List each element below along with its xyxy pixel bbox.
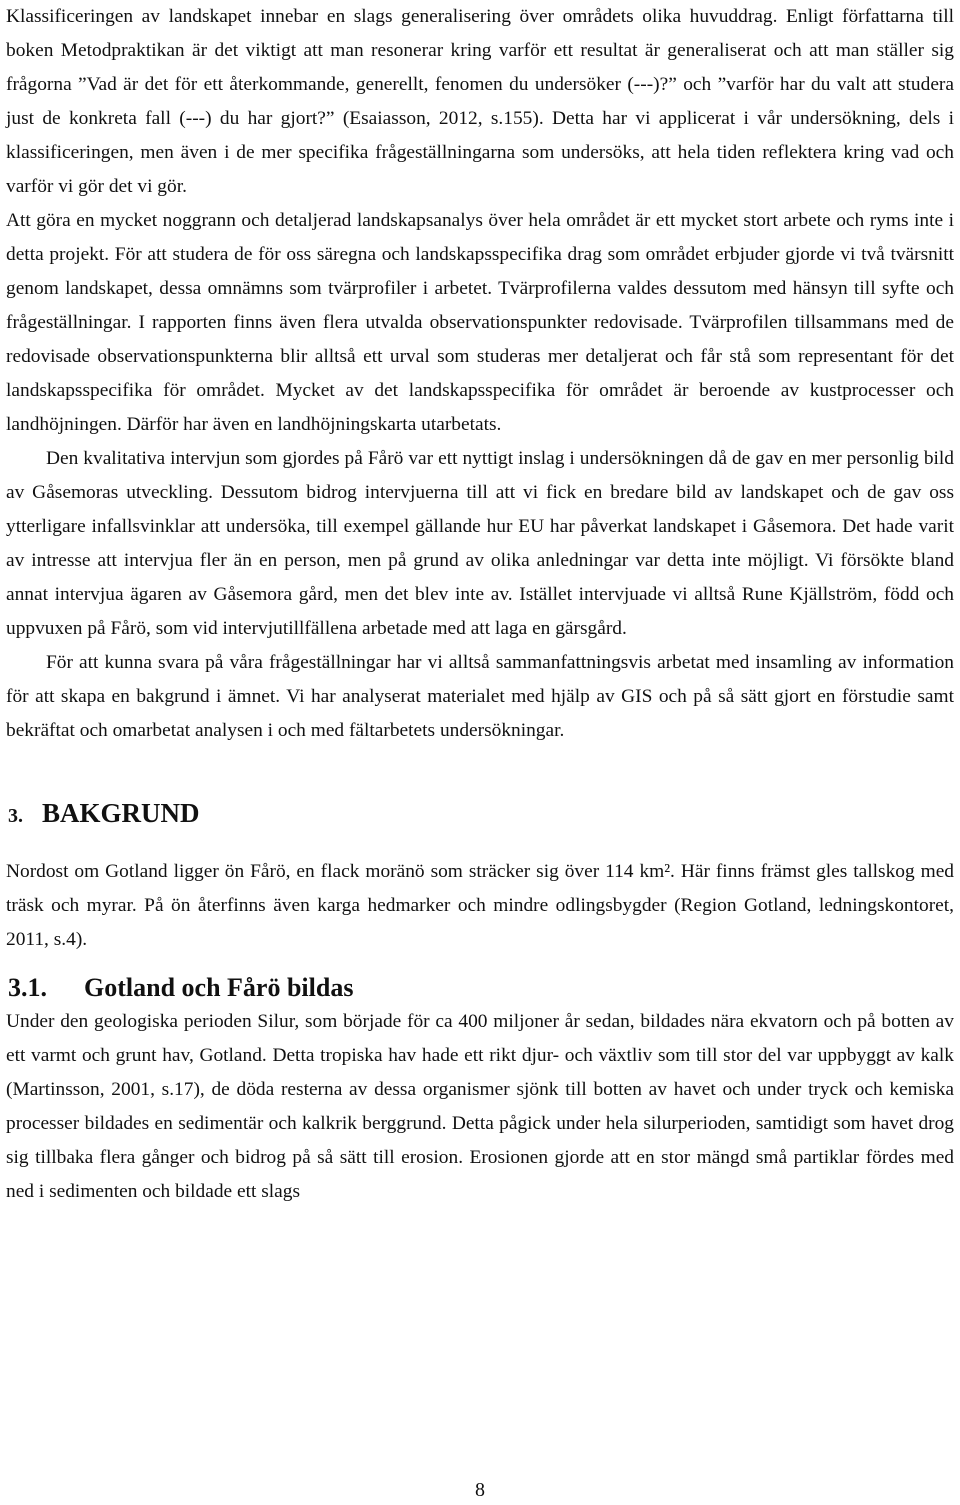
document-page	[6, 0, 954, 1209]
paragraph-generalisering: Klassificeringen av landskapet innebar en slags generalisering över områdets olika huvuddrag. Enligt författarna till boken Metodpraktikan är det viktigt att man resonerar kring varför ett resultat är generaliserat och att man ställer sig frågorna ”Vad är det för ett återkommande, generellt, fenomen du undersöker (---)?” och ”varför har du valt att studera just de konkreta fall (---) du har gjort?” (Esaiasson, 2012, s.155). Detta har vi applicerat i vår undersökning, dels i klassificeringen, men även i de mer specifika frågeställningarna som undersöks, att hela tiden reflektera kring vad och varför vi gör det vi gör.	[6, 6, 954, 197]
subsection-heading-gotland-faro	[6, 971, 954, 1005]
paragraph-landskapsanalys: Att göra en mycket noggrann och detaljerad landskapsanalys över hela området är ett mycket stort arbete och ryms inte i detta projekt. För att studera de för oss säregna och landskapsspecifika drag som området erbjuder gjorde vi två tvärsnitt genom landskapet, dessa omnämns som tvärprofiler i arbetet. Tvärprofilerna valdes dessutom med hänsyn till syfte och frågeställningar. I rapporten finns även flera utvalda observationspunkter redovisade. Tvärprofilen tillsammans med de redovisade observationspunkterna blir alltså ett urval som studeras mer detaljerat och får stå som representant för det landskapsspecifika för området. Mycket av det landskapsspecifika för området är beroende av kustprocesser och landhöjningen. Därför har även en landhöjningskarta utarbetats.	[6, 210, 954, 435]
subsection-title: Gotland och Fårö bildas	[84, 973, 354, 1002]
section-title: BAKGRUND	[42, 798, 200, 828]
section-heading-bakgrund	[6, 796, 954, 833]
section-number: 3.	[8, 805, 23, 827]
paragraph-silur: Under den geologiska perioden Silur, som började för ca 400 miljoner år sedan, bildades nära ekvatorn och på botten av ett varmt och grunt hav, Gotland. Detta tropiska hav hade ett rikt djur- och växtliv som till stor del var uppbyggt av kalk (Martinsson, 2001, s.17), de döda resterna av dessa organismer sjönk till botten av havet och under tryck och kemiska processer bildades en sedimentär och kalkrik berggrund. Detta pågick under hela silurperioden, samtidigt som havet drog sig tillbaka flera gånger och bidrog på så sätt till erosion. Erosionen gjorde att en stor mängd små partiklar fördes med ned i sedimenten och bildade ett slags	[6, 1011, 954, 1202]
paragraph-intervju: Den kvalitativa intervjun som gjordes på Fårö var ett nyttigt inslag i undersökningen då de gav en mer personlig bild av Gåsemoras utveckling. Dessutom bidrog intervjuerna till att vi fick en bredare bild av landskapet och de gav oss ytterligare infallsvinklar att undersöka, till exempel gällande hur EU har påverkat landskapet i Gåsemora. Det hade varit av intresse att intervjua fler än en person, men på grund av olika anledningar var detta inte möjligt. Vi försökte bland annat intervjua ägaren av Gåsemora gård, men det blev inte av. Istället intervjuade vi alltså Rune Kjällström, född och uppvuxen på Fårö, som vid intervjutillfällena arbetade med att laga en gärsgård.	[6, 448, 954, 639]
paragraph-sammanfattning: För att kunna svara på våra frågeställningar har vi alltså sammanfattningsvis arbetat med insamling av information för att skapa en bakgrund i ämnet. Vi har analyserat materialet med hjälp av GIS och på så sätt gjort en förstudie samt bekräftat och omarbetat analysen i och med fältarbetets undersökningar.	[6, 652, 954, 741]
subsection-number: 3.1.	[8, 973, 47, 1002]
paragraph-bakgrund: Nordost om Gotland ligger ön Fårö, en flack moränö som sträcker sig över 114 km². Här finns främst gles tallskog med träsk och myrar. På ön återfinns även karga hedmarker och mindre odlingsbygder (Region Gotland, ledningskontoret, 2011, s.4).	[6, 861, 954, 950]
page-number: 8	[475, 1479, 485, 1501]
